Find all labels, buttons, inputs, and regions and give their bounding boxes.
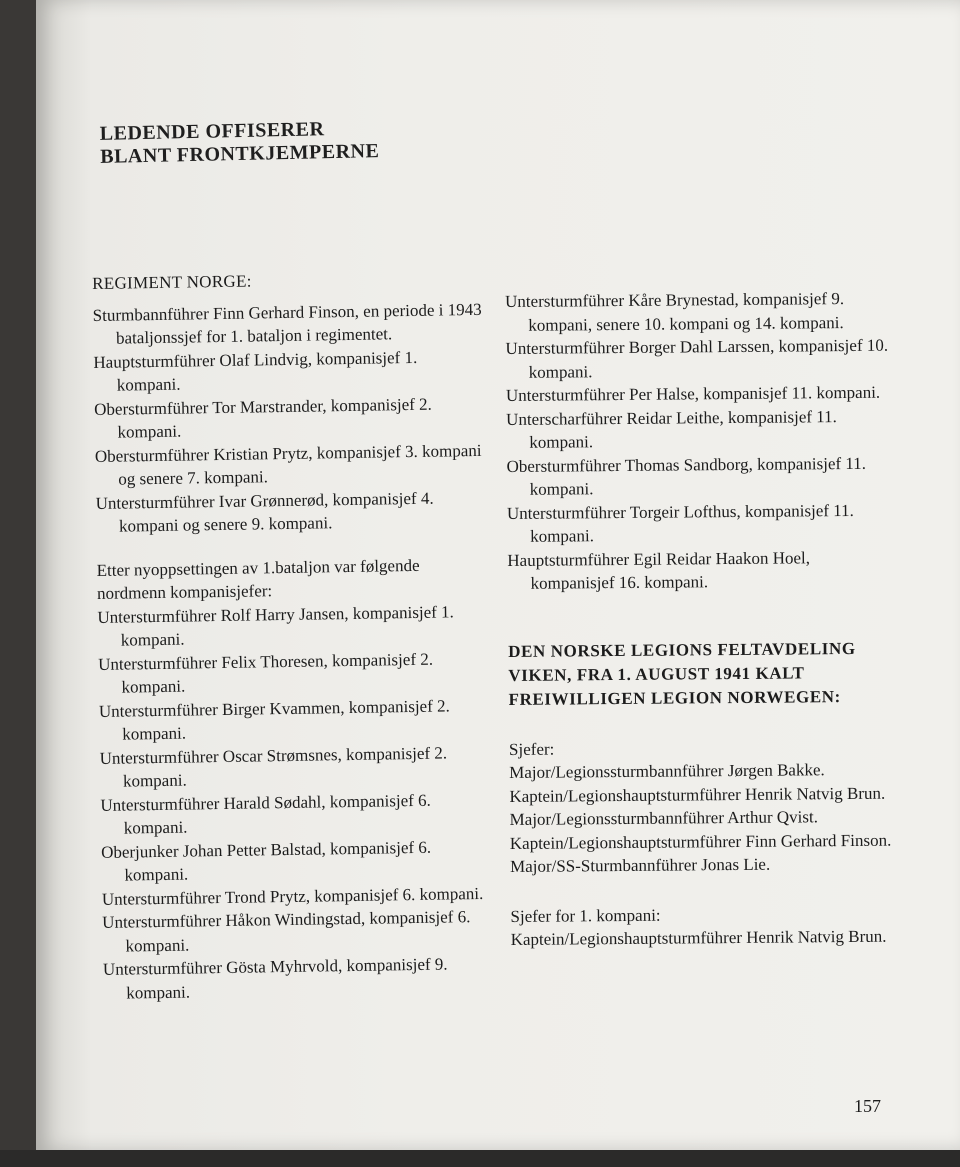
heading-line: LEDENDE OFFISERER <box>99 118 325 145</box>
chiefs-label: Sjefer: <box>508 739 555 759</box>
section-title-feltavdeling: DEN NORSKE LEGIONS FELTAVDELING VIKEN, FRA 1. AUGUST 1941 KALT FREIWILLIGEN LEGION NORWEGEN: <box>508 638 856 709</box>
list-item: Major/Legionssturmbannführer Arthur Qvist. <box>509 807 819 829</box>
list-item: Untersturmführer Håkon Windingstad, kompanisjef 6. kompani. <box>102 907 471 956</box>
list-item: Obersturmführer Tor Marstrander, kompanisjef 2. kompani. <box>94 394 432 442</box>
list-item: Kaptein/Legionshauptsturmführer Henrik Natvig Brun. <box>510 926 887 949</box>
list-item: Untersturmführer Per Halse, kompanisjef 11. kompani. <box>505 382 881 405</box>
page-heading <box>100 117 380 169</box>
list-item: Unterscharführer Reidar Leithe, kompanisjef 11. kompani. <box>506 406 837 452</box>
list-item: Kaptein/Legionshauptsturmführer Finn Gerhard Finson. <box>509 830 892 853</box>
list-item: Sturmbannführer Finn Gerhard Finson, en periode i 1943 bataljonssjef for 1. bataljon i regimentet. <box>92 299 482 348</box>
list-item: Obersturmführer Thomas Sandborg, kompanisjef 11. kompani. <box>506 453 867 499</box>
list-item: Untersturmführer Felix Thoresen, kompanisjef 2. kompani. <box>98 649 434 697</box>
company-chiefs-label: Sjefer for 1. kompani: <box>510 905 661 926</box>
page-edge-shadow <box>0 1150 960 1167</box>
list-item: Major/Legionssturmbannführer Jørgen Bakke. <box>509 760 825 782</box>
list-item: Oberjunker Johan Petter Balstad, kompanisjef 6. kompani. <box>100 837 432 885</box>
list-item: Hauptsturmführer Olaf Lindvig, kompanisjef 1. kompani. <box>93 347 418 395</box>
list-item: Untersturmführer Harald Sødahl, kompanisjef 6. kompani. <box>100 790 431 838</box>
page-number: 157 <box>854 1096 881 1116</box>
section-title-regiment-norge: REGIMENT NORGE: <box>92 271 252 293</box>
list-item: Untersturmführer Birger Kvammen, kompanisjef 2. kompani. <box>98 695 450 744</box>
left-column <box>92 266 493 1005</box>
list-item: Untersturmführer Gösta Myhrvold, kompanisjef 9. kompani. <box>102 954 448 1003</box>
list-item: Hauptsturmführer Egil Reidar Haakon Hoel, kompanisjef 16. kompani. <box>507 547 811 593</box>
list-item: Untersturmführer Torgeir Lofthus, kompanisjef 11. kompani. <box>506 500 854 546</box>
heading-line: BLANT FRONTKJEMPERNE <box>100 140 380 168</box>
intro-paragraph: Etter nyoppsettingen av 1.bataljon var følgende nordmenn kompanisjefer: <box>96 555 420 603</box>
list-item: Major/SS-Sturmbannführer Jonas Lie. <box>509 854 771 876</box>
list-item: Untersturmführer Borger Dahl Larssen, kompanisjef 10. kompani. <box>505 335 889 382</box>
list-item: Untersturmführer Oscar Strømsnes, kompanisjef 2. kompani. <box>99 742 448 791</box>
list-item: Kaptein/Legionshauptsturmführer Henrik Natvig Brun. <box>509 783 886 806</box>
right-column <box>505 287 896 952</box>
list-item: Untersturmführer Trond Prytz, kompanisjef 6. kompani. <box>101 883 484 909</box>
list-item: Obersturmführer Kristian Prytz, kompanisjef 3. kompani og senere 7. kompani. <box>94 440 482 489</box>
list-item: Untersturmführer Rolf Harry Jansen, kompanisjef 1. kompani. <box>97 601 454 650</box>
list-item: Untersturmführer Ivar Grønnerød, kompanisjef 4. kompani og senere 9. kompani. <box>95 488 434 536</box>
list-item: Untersturmführer Kåre Brynestad, kompanisjef 9. kompani, senere 10. kompani og 14. kompani. <box>505 289 845 335</box>
